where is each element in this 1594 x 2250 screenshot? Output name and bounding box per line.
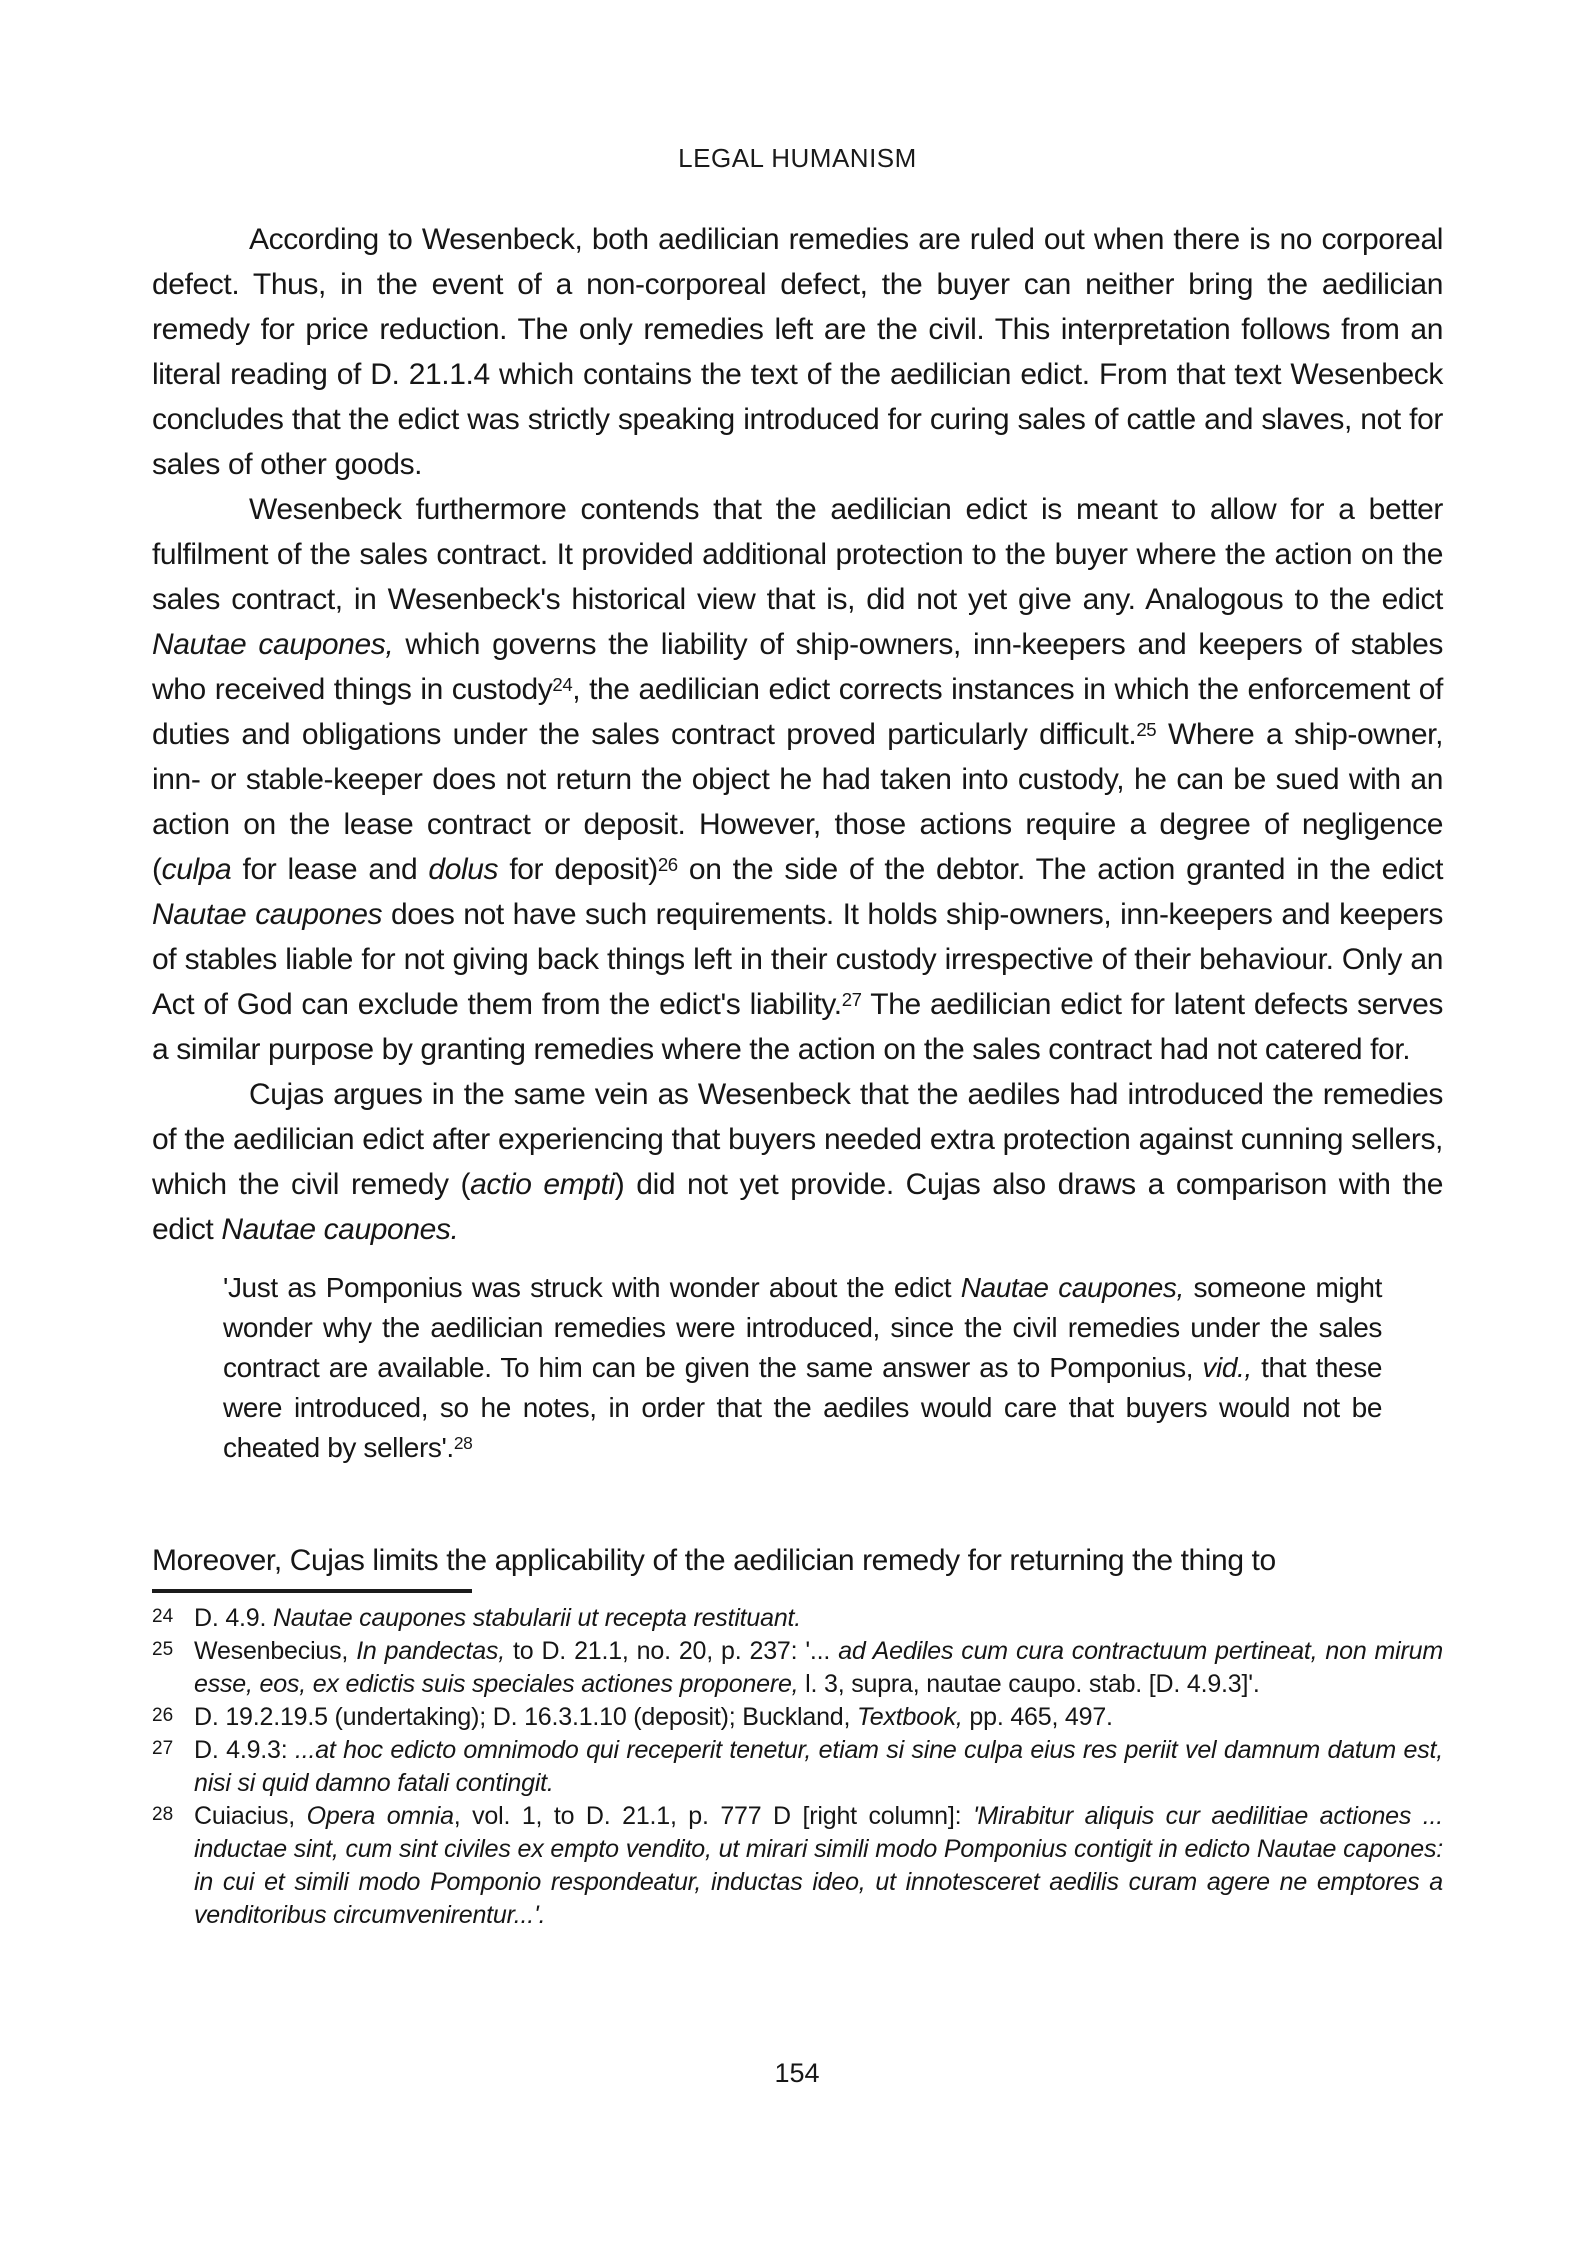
footnote-number: 25	[152, 1639, 174, 1660]
footnote-27	[152, 1734, 1443, 1800]
footnote-text: Cuiacius, Opera omnia, vol. 1, to D. 21.1, p. 777 D [right column]: 'Mirabitur aliquis cur aedilitiae actiones ... inductae sint, cum sint civiles ex empto vendito, ut mirari simili modo Pomponius contigit in edicto Nautae capones: in cui et simili modo Pomponio respondeatur, inductas ideo, ut innotesceret aedilis curam agere ne emptores a venditoribus circumvenirentur...'.	[194, 1802, 1443, 1929]
page-title: LEGAL HUMANISM	[678, 143, 917, 173]
footnote-number: 27	[152, 1738, 174, 1759]
footnote-text: Wesenbecius, In pandectas, to D. 21.1, no. 20, p. 237: '... ad Aediles cum cura contractuum pertineat, non mirum esse, eos, ex edictis suis speciales actiones proponere, l. 3, supra, nautae caupo. stab. [D. 4.9.3]'.	[194, 1637, 1443, 1698]
footnote-separator	[152, 1589, 472, 1593]
footnote-number: 26	[152, 1705, 174, 1726]
footnote-28	[152, 1800, 1443, 1932]
footnote-text: D. 4.9.3: ...at hoc edicto omnimodo qui receperit tenetur, etiam si sine culpa eius res periit vel damnum datum est, nisi si quid damno fatali contingit.	[194, 1736, 1443, 1797]
paragraph-cujas-argues: Cujas argues in the same vein as Wesenbeck that the aediles had introduced the remedies of the aedilician edict after experiencing that buyers needed extra protection against cunning sellers, which the civil remedy (actio empti) did not yet provide. Cujas also draws a comparison with the edict Nautae caupones.	[152, 1078, 1443, 1246]
page-number: 154	[774, 2058, 820, 2088]
footnote-text: D. 19.2.19.5 (undertaking); D. 16.3.1.10 (deposit); Buckland, Textbook, pp. 465, 497.	[194, 1703, 1113, 1731]
body-text	[152, 217, 1443, 1583]
paragraph-moreover-cujas: Moreover, Cujas limits the applicability of the aedilician remedy for returning the thing to	[152, 1544, 1276, 1577]
footnote-24	[152, 1602, 1443, 1635]
paragraph-according-to-wesenbeck: According to Wesenbeck, both aedilician remedies are ruled out when there is no corporeal defect. Thus, in the event of a non-corporeal defect, the buyer can neither bring the aedilician remedy for price reduction. The only remedies left are the civil. This interpretation follows from an literal reading of D. 21.1.4 which contains the text of the aedilician edict. From that text Wesenbeck concludes that the edict was strictly speaking introduced for curing sales of cattle and slaves, not for sales of other goods.	[152, 223, 1443, 481]
footnote-number: 28	[152, 1804, 174, 1825]
footnote-text: D. 4.9. Nautae caupones stabularii ut recepta restituant.	[194, 1604, 802, 1632]
footnote-26	[152, 1701, 1443, 1734]
block-quote-pomponius: 'Just as Pomponius was struck with wonder about the edict Nautae caupones, someone might wonder why the aedilician remedies were introduced, since the civil remedies under the sales contract are available. To him can be given the same answer as to Pomponius, vid., that these were introduced, so he notes, in order that the aediles would care that buyers would not be cheated by sellers'.$^{28}$	[223, 1272, 1382, 1463]
paragraph-wesenbeck-furthermore: Wesenbeck furthermore contends that the aedilician edict is meant to allow for a better fulfilment of the sales contract. It provided additional protection to the buyer where the action on the sales contract, in Wesenbeck's historical view that is, did not yet give any. Analogous to the edict Nautae caupones, which governs the liability of ship-owners, inn-keepers and keepers of stables who received things in custody$^{24}$, the aedilician edict corrects instances in which the enforcement of duties and obligations under the sales contract proved particularly difficult.$^{25}$ Where a ship-owner, inn- or stable-keeper does not return the object he had taken into custody, he can be sued with an action on the lease contract or deposit. However, those actions require a degree of negligence (culpa for lease and dolus for deposit)$^{26}$ on the side of the debtor. The action granted in the edict Nautae caupones does not have such requirements. It holds ship-owners, inn-keepers and keepers of stables liable for not giving back things left in their custody irrespective of their behaviour. Only an Act of God can exclude them from the edict's liability.$^{27}$ The aedilician edict for latent defects serves a similar purpose by granting remedies where the action on the sales contract had not catered for.	[152, 493, 1444, 1066]
footnote-number: 24	[152, 1606, 174, 1627]
footnote-25	[152, 1635, 1443, 1701]
footnotes-section	[152, 1602, 1443, 1932]
